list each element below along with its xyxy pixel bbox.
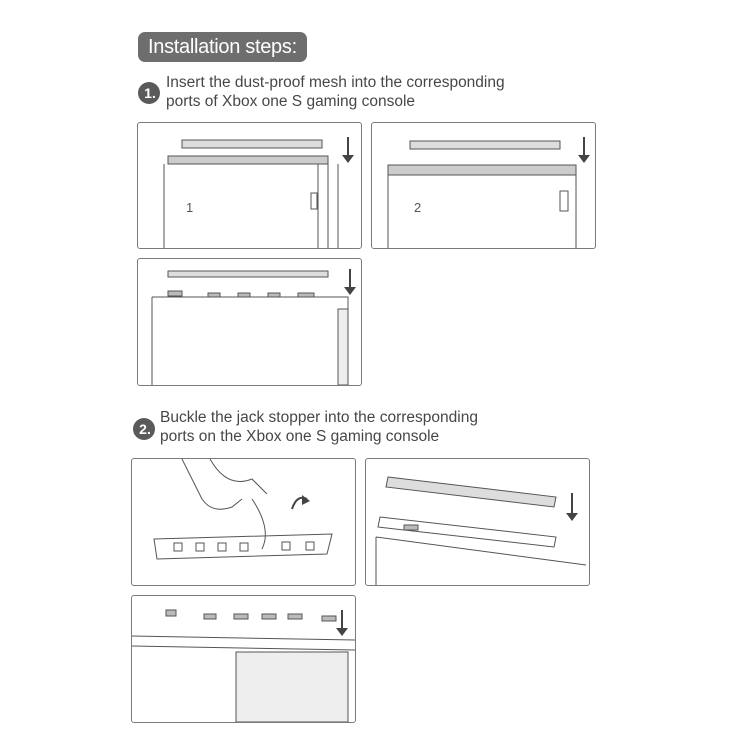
mesh-side-illustration	[138, 123, 361, 248]
panel-1-label: 1	[186, 200, 194, 215]
step-1-line-1: Insert the dust-proof mesh into the corresponding	[166, 74, 505, 91]
illustration-panel-5	[365, 458, 590, 586]
illustration-panel-1	[137, 122, 362, 249]
mesh-rear-illustration	[372, 123, 595, 248]
section-title: Installation steps:	[138, 32, 307, 62]
step-2-line-2: ports on the Xbox one S gaming console	[160, 428, 440, 445]
illustration-panel-4	[131, 458, 356, 586]
panel-2-label: 2	[414, 200, 422, 215]
jack-stopper-hand-illustration	[132, 459, 355, 585]
step-2-line-1: Buckle the jack stopper into the corresponding	[160, 409, 478, 426]
step-1-text	[166, 73, 505, 111]
illustration-panel-2	[371, 122, 596, 249]
jack-stopper-insert-illustration	[366, 459, 589, 585]
illustration-panel-6	[131, 595, 356, 723]
mesh-top-illustration	[138, 259, 361, 385]
step-1-line-2: ports of Xbox one S gaming console	[166, 93, 416, 110]
jack-stopper-installed-illustration	[132, 596, 355, 722]
step-1-number: 1.	[138, 82, 160, 104]
illustration-panel-3	[137, 258, 362, 386]
step-2-number: 2.	[133, 418, 155, 440]
step-2-text	[160, 408, 478, 446]
